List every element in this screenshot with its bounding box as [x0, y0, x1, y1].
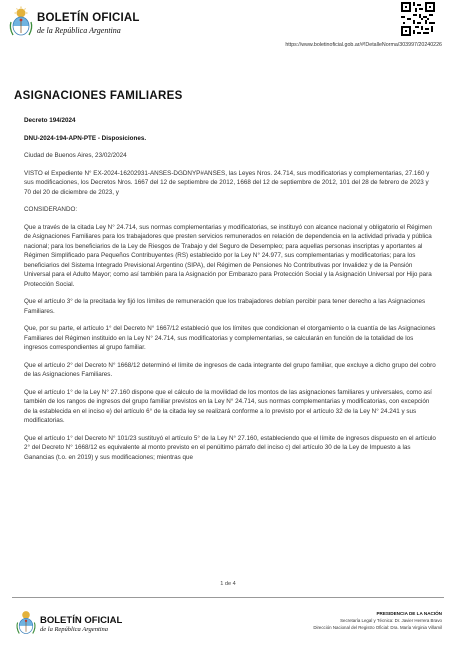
coat-of-arms-icon — [8, 6, 34, 38]
paragraph: Que, por su parte, el artículo 1° del Decreto N° 1667/12 estableció que los límites que condicionan el otorgamiento o la cuantía de las Asignaciones Familiares del Régimen instituido en la Ley N° 24.714, sus modificatorias y complementarias, se calcularán en función de la totalidad de los ingresos correspondientes al grupo familiar. — [24, 325, 436, 351]
section-title: ASIGNACIONES FAMILIARES — [14, 90, 183, 102]
paragraph: Que el artículo 1° de la Ley N° 27.160 dispone que el cálculo de la movilidad de los montos de las asignaciones familiares y universales, como así también de los rangos de ingresos del grupo familiar previstos en la Ley N° 24.714, sus normas complementarias y modificatorias, con excepción de la establecida en el inciso e) del artículo 6° de la citada ley se realizará conforme a lo previsto por el artículo 32 de la Ley N° 24.241 y sus modificatorias. — [24, 388, 432, 424]
page-url[interactable]: https://www.boletinoficial.gob.ar/#!DetalleNorma/303997/20240226 — [285, 42, 442, 48]
decree-code: DNU-2024-194-APN-PTE - Disposiciones. — [24, 134, 147, 142]
document-body — [24, 116, 436, 470]
paragraph: Que a través de la citada Ley N° 24.714, sus normas complementarias y modificatorias, se instituyó con alcance nacional y obligatorio el Régimen de Asignaciones Familiares para los trabajadores que presten servicios remunerados en relación de dependencia en la actividad privada y pública nacional; para los beneficiarios de la Ley de Riesgos de Trabajo y del Seguro de Desempleo; para aquellas personas inscriptas y aportantes al Régimen Simplificado para Pequeños Contribuyentes (RS) establecido por la Ley N° 24.977, sus complementarias y modificatorias; para los beneficiarios del Sistema Integrado Previsional Argentino (SIPA), del Régimen de Pensiones No Contributivas por Invalidez y de la Pensión Universal para el Adulto Mayor; como así también para la Asignación por Embarazo para Protección Social y la Asignación Universal por Hijo para Protección Social. — [24, 223, 432, 288]
page-number: 1 de 4 — [220, 581, 236, 587]
footer-divider — [12, 597, 444, 598]
footer-brand-subtitle: de la República Argentina — [40, 626, 109, 633]
footer-brand-title: BOLETÍN OFICIAL — [40, 615, 123, 626]
footer-line-registry: Dirección Nacional del Registro Oficial: Dra. María Virginia Villamil — [313, 625, 442, 631]
decree-number: Decreto 194/2024 — [24, 117, 76, 124]
place-date: Ciudad de Buenos Aires, 23/02/2024 — [24, 152, 127, 159]
brand-subtitle: de la República Argentina — [37, 26, 121, 35]
footer-presidency: PRESIDENCIA DE LA NACIÓN — [376, 611, 442, 616]
page-header — [0, 0, 456, 60]
paragraph-visto: VISTO el Expediente N° EX-2024-16202931-ANSES-DGDNYP#ANSES, las Leyes Nros. 24.714, sus modificatorias y complementarias, 27.160 y sus modificaciones, los Decretos Nros. 1667 del 12 de septiembre de 2012, 1668 del 12 de septiembre de 2012, 101 del 28 de febrero de 2023 y 70 del 20 de diciembre de 2023, y — [24, 169, 430, 196]
footer-line-legal: Secretaría Legal y Técnica: Dr. Javier Herrera Bravo — [340, 618, 442, 624]
paragraph-considerando: CONSIDERANDO: — [24, 206, 78, 213]
coat-of-arms-icon — [15, 609, 37, 636]
qr-code-icon — [401, 2, 435, 36]
paragraph: Que el artículo 1° del Decreto N° 101/23 sustituyó el artículo 5° de la Ley N° 27.160, estableciendo que el límite de ingresos dispuesto en el artículo 2° del Decreto N° 1668/12 es equivalente al monto previsto en el penúltimo párrafo del inciso c) del artículo 30 de la Ley de Impuesto a las Ganancias (t.o. en 2019) y sus modificaciones; mientras que — [24, 434, 436, 461]
brand-title: BOLETÍN OFICIAL — [37, 12, 140, 24]
footer-credits — [313, 610, 442, 632]
paragraph: Que el artículo 3° de la precitada ley fijó los límites de remuneración que los trabajadores debían percibir para tener derecho a las Asignaciones Familiares. — [24, 298, 426, 315]
paragraph: Que el artículo 2° del Decreto N° 1668/12 determinó el límite de ingresos de cada integrante del grupo familiar, que excluye a dicho grupo del cobro de las Asignaciones Familiares. — [24, 361, 436, 378]
